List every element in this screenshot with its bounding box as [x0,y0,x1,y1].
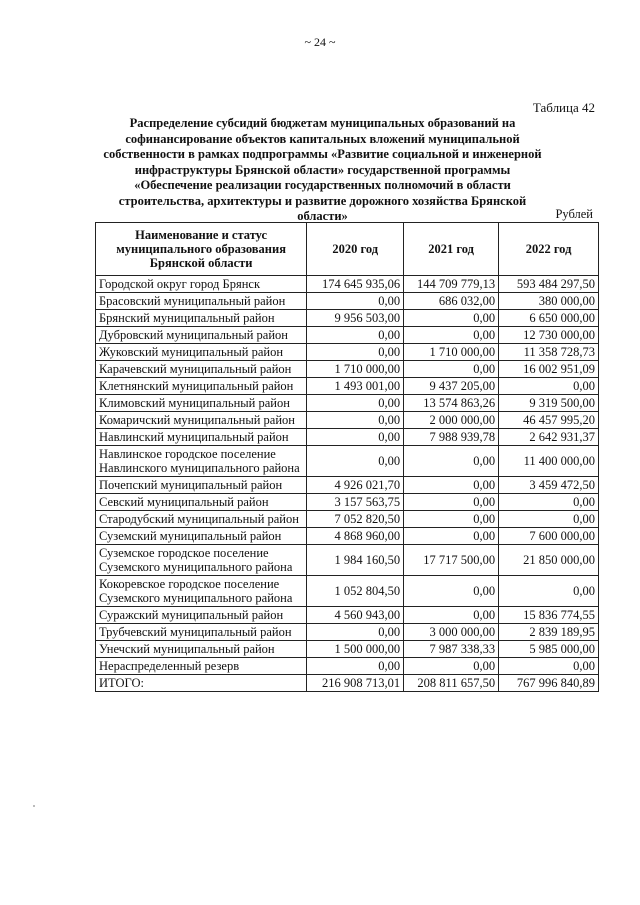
amount-cell-2022: 7 600 000,00 [499,528,599,545]
amount-cell-2020: 7 052 820,50 [307,511,404,528]
municipality-name-cell: Суземское городское поселение Суземского муниципального района [96,545,307,576]
amount-cell-2021: 13 574 863,26 [404,395,499,412]
amount-cell-2020: 0,00 [307,412,404,429]
amount-cell-2020: 1 984 160,50 [307,545,404,576]
document-title: Распределение субсидий бюджетам муниципальных образований на софинансирование объектов капитальных вложений муниципальной собственности в рамках подпрограммы «Развитие социальной и инженерной инфраструктуры Брянской области» государственной программы «Обеспечение реализации государственных полномочий в области строительства, архитектуры и развитие дорожного хозяйства Брянской области» [103,116,542,223]
municipality-name-cell: Комаричский муниципальный район [96,412,307,429]
amount-cell-2020: 174 645 935,06 [307,276,404,293]
amount-cell-2020: 216 908 713,01 [307,675,404,692]
municipality-name-cell: Климовский муниципальный район [96,395,307,412]
municipality-name-cell: Карачевский муниципальный район [96,361,307,378]
table-total-row [96,675,599,692]
amount-cell-2020: 0,00 [307,293,404,310]
amount-cell-2021: 0,00 [404,528,499,545]
amount-cell-2020: 0,00 [307,446,404,477]
municipality-name-cell: ИТОГО: [96,675,307,692]
municipality-name-cell: Нераспределенный резерв [96,658,307,675]
amount-cell-2021: 0,00 [404,327,499,344]
amount-cell-2022: 46 457 995,20 [499,412,599,429]
amount-cell-2022: 6 650 000,00 [499,310,599,327]
amount-cell-2020: 0,00 [307,395,404,412]
amount-cell-2021: 17 717 500,00 [404,545,499,576]
amount-cell-2022: 16 002 951,09 [499,361,599,378]
amount-cell-2020: 3 157 563,75 [307,494,404,511]
amount-cell-2021: 1 710 000,00 [404,344,499,361]
table-number: Таблица 42 [532,100,595,115]
table-row [96,429,599,446]
municipality-name-cell: Почепский муниципальный район [96,477,307,494]
table-row [96,310,599,327]
column-header-2021: 2021 год [404,223,499,276]
municipality-name-cell: Навлинский муниципальный район [96,429,307,446]
table-row [96,327,599,344]
amount-cell-2021: 144 709 779,13 [404,276,499,293]
municipality-name-cell: Суземский муниципальный район [96,528,307,545]
amount-cell-2021: 0,00 [404,477,499,494]
amount-cell-2020: 1 052 804,50 [307,576,404,607]
amount-cell-2022: 3 459 472,50 [499,477,599,494]
table-row [96,412,599,429]
amount-cell-2022: 380 000,00 [499,293,599,310]
municipality-name-cell: Брасовский муниципальный район [96,293,307,310]
amount-cell-2022: 2 839 189,95 [499,624,599,641]
amount-cell-2022: 0,00 [499,378,599,395]
table-row [96,624,599,641]
currency-unit: Рублей [555,207,593,221]
municipality-name-cell: Унечский муниципальный район [96,641,307,658]
page-number: ~ 24 ~ [304,35,336,49]
municipality-name-cell: Севский муниципальный район [96,494,307,511]
municipality-name-cell: Кокоревское городское поселение Суземского муниципального района [96,576,307,607]
amount-cell-2021: 0,00 [404,361,499,378]
amount-cell-2020: 0,00 [307,344,404,361]
amount-cell-2022: 593 484 297,50 [499,276,599,293]
table-row [96,477,599,494]
amount-cell-2020: 4 560 943,00 [307,607,404,624]
scan-speck [33,805,35,807]
table-row [96,576,599,607]
municipality-name-cell: Жуковский муниципальный район [96,344,307,361]
table-row [96,293,599,310]
amount-cell-2021: 3 000 000,00 [404,624,499,641]
amount-cell-2021: 0,00 [404,494,499,511]
municipality-name-cell: Клетнянский муниципальный район [96,378,307,395]
amount-cell-2021: 0,00 [404,446,499,477]
amount-cell-2022: 21 850 000,00 [499,545,599,576]
amount-cell-2020: 1 710 000,00 [307,361,404,378]
table-row [96,607,599,624]
amount-cell-2022: 0,00 [499,494,599,511]
amount-cell-2020: 0,00 [307,429,404,446]
table-row [96,511,599,528]
amount-cell-2021: 0,00 [404,576,499,607]
table-row [96,545,599,576]
amount-cell-2021: 2 000 000,00 [404,412,499,429]
table-header-row [96,223,599,276]
amount-cell-2022: 5 985 000,00 [499,641,599,658]
amount-cell-2021: 686 032,00 [404,293,499,310]
table-row [96,378,599,395]
municipality-name-cell: Навлинское городское поселение Навлинского муниципального района [96,446,307,477]
municipality-name-cell: Стародубский муниципальный район [96,511,307,528]
municipality-name-cell: Брянский муниципальный район [96,310,307,327]
table-row [96,446,599,477]
amount-cell-2020: 0,00 [307,327,404,344]
amount-cell-2022: 12 730 000,00 [499,327,599,344]
table-row [96,344,599,361]
amount-cell-2021: 9 437 205,00 [404,378,499,395]
amount-cell-2021: 7 988 939,78 [404,429,499,446]
subsidy-table [95,222,599,692]
municipality-name-cell: Городской округ город Брянск [96,276,307,293]
amount-cell-2020: 4 868 960,00 [307,528,404,545]
table-row [96,528,599,545]
amount-cell-2022: 0,00 [499,511,599,528]
amount-cell-2022: 767 996 840,89 [499,675,599,692]
amount-cell-2021: 0,00 [404,607,499,624]
amount-cell-2021: 0,00 [404,658,499,675]
column-header-name: Наименование и статус муниципального образования Брянской области [96,223,307,276]
table-row [96,395,599,412]
table-row [96,658,599,675]
amount-cell-2021: 0,00 [404,310,499,327]
amount-cell-2020: 1 493 001,00 [307,378,404,395]
amount-cell-2020: 1 500 000,00 [307,641,404,658]
amount-cell-2020: 0,00 [307,624,404,641]
amount-cell-2022: 2 642 931,37 [499,429,599,446]
table-row [96,494,599,511]
amount-cell-2022: 0,00 [499,576,599,607]
amount-cell-2022: 0,00 [499,658,599,675]
table-row [96,361,599,378]
amount-cell-2020: 0,00 [307,658,404,675]
amount-cell-2022: 11 400 000,00 [499,446,599,477]
amount-cell-2021: 7 987 338,33 [404,641,499,658]
amount-cell-2022: 9 319 500,00 [499,395,599,412]
column-header-2022: 2022 год [499,223,599,276]
municipality-name-cell: Трубчевский муниципальный район [96,624,307,641]
table-row [96,641,599,658]
municipality-name-cell: Суражский муниципальный район [96,607,307,624]
amount-cell-2021: 0,00 [404,511,499,528]
amount-cell-2022: 15 836 774,55 [499,607,599,624]
amount-cell-2020: 9 956 503,00 [307,310,404,327]
column-header-2020: 2020 год [307,223,404,276]
municipality-name-cell: Дубровский муниципальный район [96,327,307,344]
amount-cell-2022: 11 358 728,73 [499,344,599,361]
amount-cell-2021: 208 811 657,50 [404,675,499,692]
table-row [96,276,599,293]
amount-cell-2020: 4 926 021,70 [307,477,404,494]
